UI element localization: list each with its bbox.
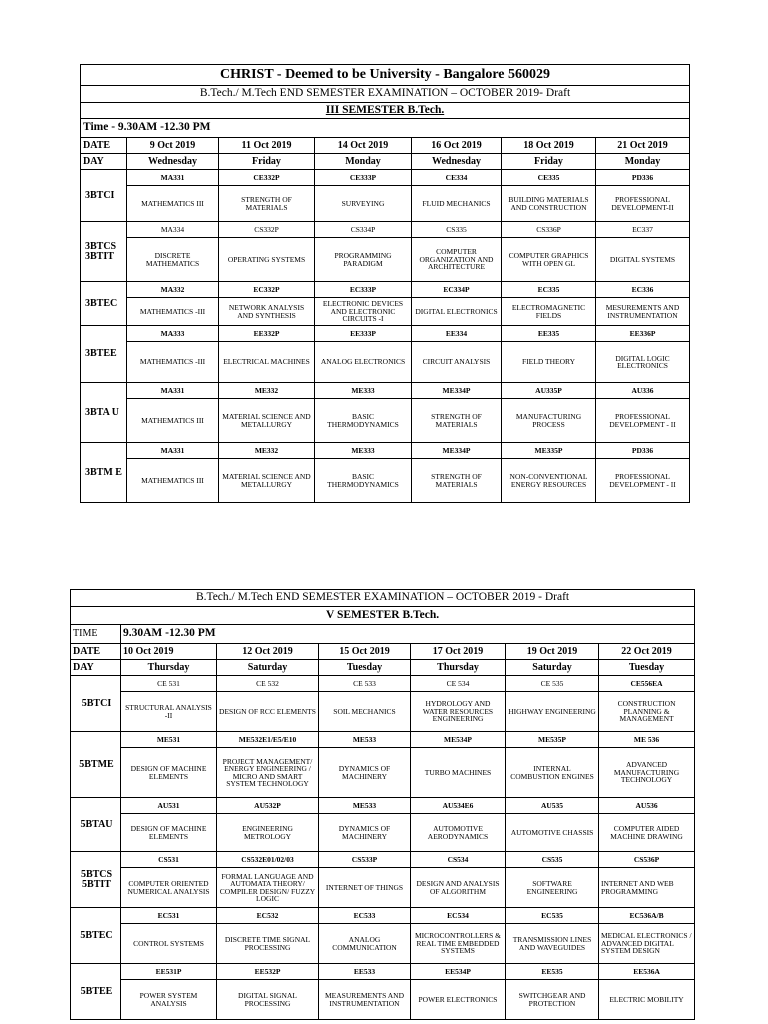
course-code: EC334P bbox=[412, 282, 502, 298]
course-subject-row bbox=[71, 868, 695, 908]
course-subject: PROFESSIONAL DEVELOPMENT - II bbox=[596, 459, 690, 503]
date-cell: 16 Oct 2019 bbox=[412, 138, 502, 154]
course-subject: DYNAMICS OF MACHINERY bbox=[319, 814, 411, 852]
date-cell: 11 Oct 2019 bbox=[219, 138, 315, 154]
course-subject: ELECTRICAL MACHINES bbox=[219, 342, 315, 383]
course-code-row bbox=[81, 443, 690, 459]
course-code: CS535 bbox=[506, 852, 599, 868]
course-subject: STRENGTH OF MATERIALS bbox=[219, 186, 315, 222]
course-subject: SWITCHGEAR AND PROTECTION bbox=[506, 980, 599, 1020]
course-subject: DYNAMICS OF MACHINERY bbox=[319, 748, 411, 798]
course-subject: MEASUREMENTS AND INSTRUMENTATION bbox=[319, 980, 411, 1020]
day-row bbox=[81, 154, 690, 170]
course-subject: DISCRETE TIME SIGNAL PROCESSING bbox=[217, 924, 319, 964]
course-code: ME533 bbox=[319, 732, 411, 748]
course-subject: PROJECT MANAGEMENT/ ENERGY ENGINEERING / MICRO AND SMART SYSTEM TECHNOLOGY bbox=[217, 748, 319, 798]
exam-subtitle: B.Tech./ M.Tech END SEMESTER EXAMINATION – OCTOBER 2019 - Draft bbox=[71, 590, 695, 607]
course-subject: TRANSMISSION LINES AND WAVEGUIDES bbox=[506, 924, 599, 964]
course-subject: BASIC THERMODYNAMICS bbox=[315, 459, 412, 503]
course-code: EE535 bbox=[506, 964, 599, 980]
date-row bbox=[71, 644, 695, 660]
course-subject: CIRCUIT ANALYSIS bbox=[412, 342, 502, 383]
course-code: CE332P bbox=[219, 170, 315, 186]
course-subject: MATHEMATICS III bbox=[127, 186, 219, 222]
day-label: DAY bbox=[81, 154, 127, 170]
course-subject: SURVEYING bbox=[315, 186, 412, 222]
course-subject: DIGITAL SYSTEMS bbox=[596, 238, 690, 282]
course-code: MA334 bbox=[127, 222, 219, 238]
course-code: EE534P bbox=[411, 964, 506, 980]
course-subject: ELECTROMAGNETIC FIELDS bbox=[502, 298, 596, 326]
date-cell: 17 Oct 2019 bbox=[411, 644, 506, 660]
course-code-row bbox=[81, 326, 690, 342]
course-code: ME332 bbox=[219, 383, 315, 399]
course-code: EE334 bbox=[412, 326, 502, 342]
course-code: CS531 bbox=[121, 852, 217, 868]
course-subject: SOFTWARE ENGINEERING bbox=[506, 868, 599, 908]
programme-label: 5BTAU bbox=[71, 798, 121, 852]
date-cell: 22 Oct 2019 bbox=[599, 644, 695, 660]
course-code: ME532E1/E5/E10 bbox=[217, 732, 319, 748]
date-row bbox=[81, 138, 690, 154]
course-subject: DISCRETE MATHEMATICS bbox=[127, 238, 219, 282]
course-code: ME535P bbox=[506, 732, 599, 748]
day-cell: Tuesday bbox=[319, 660, 411, 676]
course-code: EE533 bbox=[319, 964, 411, 980]
course-subject: ELECTRIC MOBILITY bbox=[599, 980, 695, 1020]
course-code: ME334P bbox=[412, 443, 502, 459]
time-label: TIME bbox=[71, 625, 121, 644]
course-subject: FLUID MECHANICS bbox=[412, 186, 502, 222]
course-subject: POWER ELECTRONICS bbox=[411, 980, 506, 1020]
course-code: EC335 bbox=[502, 282, 596, 298]
course-code: PD336 bbox=[596, 443, 690, 459]
day-cell: Wednesday bbox=[127, 154, 219, 170]
course-code: EC337 bbox=[596, 222, 690, 238]
day-cell: Thursday bbox=[411, 660, 506, 676]
course-subject: TURBO MACHINES bbox=[411, 748, 506, 798]
course-code: ME332 bbox=[219, 443, 315, 459]
programme-label: 3BTEE bbox=[81, 326, 127, 383]
programme-label: 3BTM E bbox=[81, 443, 127, 503]
day-label: DAY bbox=[71, 660, 121, 676]
course-code: EE333P bbox=[315, 326, 412, 342]
course-code: ME333 bbox=[315, 383, 412, 399]
programme-label: 3BTEC bbox=[81, 282, 127, 326]
course-code: MA331 bbox=[127, 383, 219, 399]
date-label: DATE bbox=[81, 138, 127, 154]
course-code: EC534 bbox=[411, 908, 506, 924]
course-subject: POWER SYSTEM ANALYSIS bbox=[121, 980, 217, 1020]
course-code: CE 534 bbox=[411, 676, 506, 692]
course-subject: PROGRAMMING PARADIGM bbox=[315, 238, 412, 282]
course-code: CE556EA bbox=[599, 676, 695, 692]
date-label: DATE bbox=[71, 644, 121, 660]
course-subject: SOIL MECHANICS bbox=[319, 692, 411, 732]
course-subject: MATHEMATICS -III bbox=[127, 298, 219, 326]
course-code: EE335 bbox=[502, 326, 596, 342]
course-code: MA333 bbox=[127, 326, 219, 342]
course-code: EE332P bbox=[219, 326, 315, 342]
course-subject: STRUCTURAL ANALYSIS -II bbox=[121, 692, 217, 732]
course-subject: ELECTRONIC DEVICES AND ELECTRONIC CIRCUITS -I bbox=[315, 298, 412, 326]
day-cell: Monday bbox=[596, 154, 690, 170]
university-title: CHRIST - Deemed to be University - Bangalore 560029 bbox=[81, 65, 690, 86]
course-code: CS534 bbox=[411, 852, 506, 868]
course-code: AU535 bbox=[506, 798, 599, 814]
semester-heading: III SEMESTER B.Tech. bbox=[81, 103, 690, 119]
course-subject: MATERIAL SCIENCE AND METALLURGY bbox=[219, 459, 315, 503]
course-code: AU534E6 bbox=[411, 798, 506, 814]
course-subject-row bbox=[81, 459, 690, 503]
course-code: EE336P bbox=[596, 326, 690, 342]
programme-label: 5BTEC bbox=[71, 908, 121, 964]
course-subject: BASIC THERMODYNAMICS bbox=[315, 399, 412, 443]
course-code: EC532 bbox=[217, 908, 319, 924]
date-cell: 19 Oct 2019 bbox=[506, 644, 599, 660]
course-code-row bbox=[71, 676, 695, 692]
course-code: MA331 bbox=[127, 443, 219, 459]
course-code: CE 532 bbox=[217, 676, 319, 692]
course-code: MA331 bbox=[127, 170, 219, 186]
course-code: CS532E01/02/03 bbox=[217, 852, 319, 868]
course-subject: MATHEMATICS -III bbox=[127, 342, 219, 383]
semester-iii-timetable bbox=[80, 64, 690, 503]
course-code: CS533P bbox=[319, 852, 411, 868]
day-cell: Tuesday bbox=[599, 660, 695, 676]
course-code-row bbox=[81, 222, 690, 238]
course-subject: STRENGTH OF MATERIALS bbox=[412, 399, 502, 443]
course-subject-row bbox=[71, 924, 695, 964]
course-code-row bbox=[81, 383, 690, 399]
course-subject-row bbox=[81, 298, 690, 326]
course-code: EC535 bbox=[506, 908, 599, 924]
course-subject: INTERNET OF THINGS bbox=[319, 868, 411, 908]
course-code-row bbox=[71, 964, 695, 980]
course-subject: COMPUTER AIDED MACHINE DRAWING bbox=[599, 814, 695, 852]
course-code-row bbox=[71, 798, 695, 814]
course-subject: OPERATING SYSTEMS bbox=[219, 238, 315, 282]
course-code: CE335 bbox=[502, 170, 596, 186]
course-code: AU536 bbox=[599, 798, 695, 814]
course-code: ME 536 bbox=[599, 732, 695, 748]
course-subject: AUTOMOTIVE AERODYNAMICS bbox=[411, 814, 506, 852]
course-code: MA332 bbox=[127, 282, 219, 298]
course-subject-row bbox=[71, 692, 695, 732]
programme-label: 3BTA U bbox=[81, 383, 127, 443]
date-cell: 15 Oct 2019 bbox=[319, 644, 411, 660]
course-subject: DIGITAL SIGNAL PROCESSING bbox=[217, 980, 319, 1020]
course-code: ME333 bbox=[315, 443, 412, 459]
course-subject: DIGITAL ELECTRONICS bbox=[412, 298, 502, 326]
course-subject-row bbox=[81, 186, 690, 222]
exam-subtitle: B.Tech./ M.Tech END SEMESTER EXAMINATION – OCTOBER 2019- Draft bbox=[81, 86, 690, 103]
course-subject: COMPUTER GRAPHICS WITH OPEN GL bbox=[502, 238, 596, 282]
date-cell: 10 Oct 2019 bbox=[121, 644, 217, 660]
course-subject: BUILDING MATERIALS AND CONSTRUCTION bbox=[502, 186, 596, 222]
course-subject: MATERIAL SCIENCE AND METALLURGY bbox=[219, 399, 315, 443]
day-cell: Saturday bbox=[506, 660, 599, 676]
course-code-row bbox=[81, 170, 690, 186]
course-subject: STRENGTH OF MATERIALS bbox=[412, 459, 502, 503]
course-subject: CONSTRUCTION PLANNING & MANAGEMENT bbox=[599, 692, 695, 732]
course-subject: CONTROL SYSTEMS bbox=[121, 924, 217, 964]
course-subject: ADVANCED MANUFACTURING TECHNOLOGY bbox=[599, 748, 695, 798]
course-code: ME533 bbox=[319, 798, 411, 814]
course-subject: DESIGN OF MACHINE ELEMENTS bbox=[121, 814, 217, 852]
course-code-row bbox=[71, 908, 695, 924]
course-code-row bbox=[71, 732, 695, 748]
semester-heading: V SEMESTER B.Tech. bbox=[71, 607, 695, 625]
course-subject: DESIGN OF RCC ELEMENTS bbox=[217, 692, 319, 732]
time-row bbox=[71, 625, 695, 644]
course-subject-row bbox=[71, 748, 695, 798]
course-subject: INTERNAL COMBUSTION ENGINES bbox=[506, 748, 599, 798]
course-code: CS332P bbox=[219, 222, 315, 238]
course-code: AU336 bbox=[596, 383, 690, 399]
semester-v-timetable bbox=[70, 589, 695, 1020]
course-subject: COMPUTER ORIENTED NUMERICAL ANALYSIS bbox=[121, 868, 217, 908]
course-subject: COMPUTER ORGANIZATION AND ARCHITECTURE bbox=[412, 238, 502, 282]
course-code: EE536A bbox=[599, 964, 695, 980]
exam-time: Time - 9.30AM -12.30 PM bbox=[81, 119, 690, 138]
course-subject: NON-CONVENTIONAL ENERGY RESOURCES bbox=[502, 459, 596, 503]
course-code: EE532P bbox=[217, 964, 319, 980]
course-subject: DESIGN AND ANALYSIS OF ALGORITHM bbox=[411, 868, 506, 908]
course-subject: PROFESSIONAL DEVELOPMENT - II bbox=[596, 399, 690, 443]
course-code: EE531P bbox=[121, 964, 217, 980]
programme-label: 5BTEE bbox=[71, 964, 121, 1020]
course-subject: FIELD THEORY bbox=[502, 342, 596, 383]
course-subject: MEDICAL ELECTRONICS / ADVANCED DIGITAL SYSTEM DESIGN bbox=[599, 924, 695, 964]
day-cell: Monday bbox=[315, 154, 412, 170]
course-code: CE333P bbox=[315, 170, 412, 186]
course-code: EC336 bbox=[596, 282, 690, 298]
course-code-row bbox=[71, 852, 695, 868]
course-subject: MICROCONTROLLERS & REAL TIME EMBEDDED SYSTEMS bbox=[411, 924, 506, 964]
programme-label: 5BTME bbox=[71, 732, 121, 798]
day-row bbox=[71, 660, 695, 676]
course-code: CE334 bbox=[412, 170, 502, 186]
programme-label: 5BTCI bbox=[71, 676, 121, 732]
course-code: ME531 bbox=[121, 732, 217, 748]
course-subject-row bbox=[81, 238, 690, 282]
course-subject: MANUFACTURING PROCESS bbox=[502, 399, 596, 443]
day-cell: Wednesday bbox=[412, 154, 502, 170]
course-code-row bbox=[81, 282, 690, 298]
date-cell: 14 Oct 2019 bbox=[315, 138, 412, 154]
course-code: PD336 bbox=[596, 170, 690, 186]
course-subject-row bbox=[71, 980, 695, 1020]
course-code: EC333P bbox=[315, 282, 412, 298]
course-subject-row bbox=[81, 342, 690, 383]
course-subject: MATHEMATICS III bbox=[127, 459, 219, 503]
course-subject: ANALOG ELECTRONICS bbox=[315, 342, 412, 383]
course-code: AU532P bbox=[217, 798, 319, 814]
date-cell: 18 Oct 2019 bbox=[502, 138, 596, 154]
course-code: AU531 bbox=[121, 798, 217, 814]
course-code: CE 531 bbox=[121, 676, 217, 692]
course-subject: HIGHWAY ENGINEERING bbox=[506, 692, 599, 732]
course-subject: MATHEMATICS III bbox=[127, 399, 219, 443]
course-subject: DIGITAL LOGIC ELECTRONICS bbox=[596, 342, 690, 383]
course-code: EC536A/B bbox=[599, 908, 695, 924]
exam-time: 9.30AM -12.30 PM bbox=[121, 625, 695, 644]
course-code: CE 533 bbox=[319, 676, 411, 692]
day-cell: Friday bbox=[502, 154, 596, 170]
course-code: CE 535 bbox=[506, 676, 599, 692]
course-subject-row bbox=[81, 399, 690, 443]
date-cell: 21 Oct 2019 bbox=[596, 138, 690, 154]
date-cell: 12 Oct 2019 bbox=[217, 644, 319, 660]
programme-label: 5BTCS 5BTIT bbox=[71, 852, 121, 908]
course-code: CS336P bbox=[502, 222, 596, 238]
course-code: CS335 bbox=[412, 222, 502, 238]
course-code: EC533 bbox=[319, 908, 411, 924]
course-code: CS536P bbox=[599, 852, 695, 868]
course-code: CS334P bbox=[315, 222, 412, 238]
course-code: ME534P bbox=[411, 732, 506, 748]
course-subject: ANALOG COMMUNICATION bbox=[319, 924, 411, 964]
course-subject: NETWORK ANALYSIS AND SYNTHESIS bbox=[219, 298, 315, 326]
course-subject: PROFESSIONAL DEVELOPMENT-II bbox=[596, 186, 690, 222]
course-code: EC531 bbox=[121, 908, 217, 924]
course-subject: DESIGN OF MACHINE ELEMENTS bbox=[121, 748, 217, 798]
course-subject: AUTOMOTIVE CHASSIS bbox=[506, 814, 599, 852]
course-code: ME334P bbox=[412, 383, 502, 399]
course-subject: ENGINEERING METROLOGY bbox=[217, 814, 319, 852]
course-code: EC332P bbox=[219, 282, 315, 298]
date-cell: 9 Oct 2019 bbox=[127, 138, 219, 154]
course-subject: MESUREMENTS AND INSTRUMENTATION bbox=[596, 298, 690, 326]
programme-label: 3BTCS 3BTIT bbox=[81, 222, 127, 282]
course-subject-row bbox=[71, 814, 695, 852]
course-code: ME335P bbox=[502, 443, 596, 459]
day-cell: Saturday bbox=[217, 660, 319, 676]
day-cell: Thursday bbox=[121, 660, 217, 676]
course-code: AU335P bbox=[502, 383, 596, 399]
course-subject: FORMAL LANGUAGE AND AUTOMATA THEORY/ COMPILER DESIGN/ FUZZY LOGIC bbox=[217, 868, 319, 908]
day-cell: Friday bbox=[219, 154, 315, 170]
course-subject: HYDROLOGY AND WATER RESOURCES ENGINEERING bbox=[411, 692, 506, 732]
course-subject: INTERNET AND WEB PROGRAMMING bbox=[599, 868, 695, 908]
programme-label: 3BTCI bbox=[81, 170, 127, 222]
